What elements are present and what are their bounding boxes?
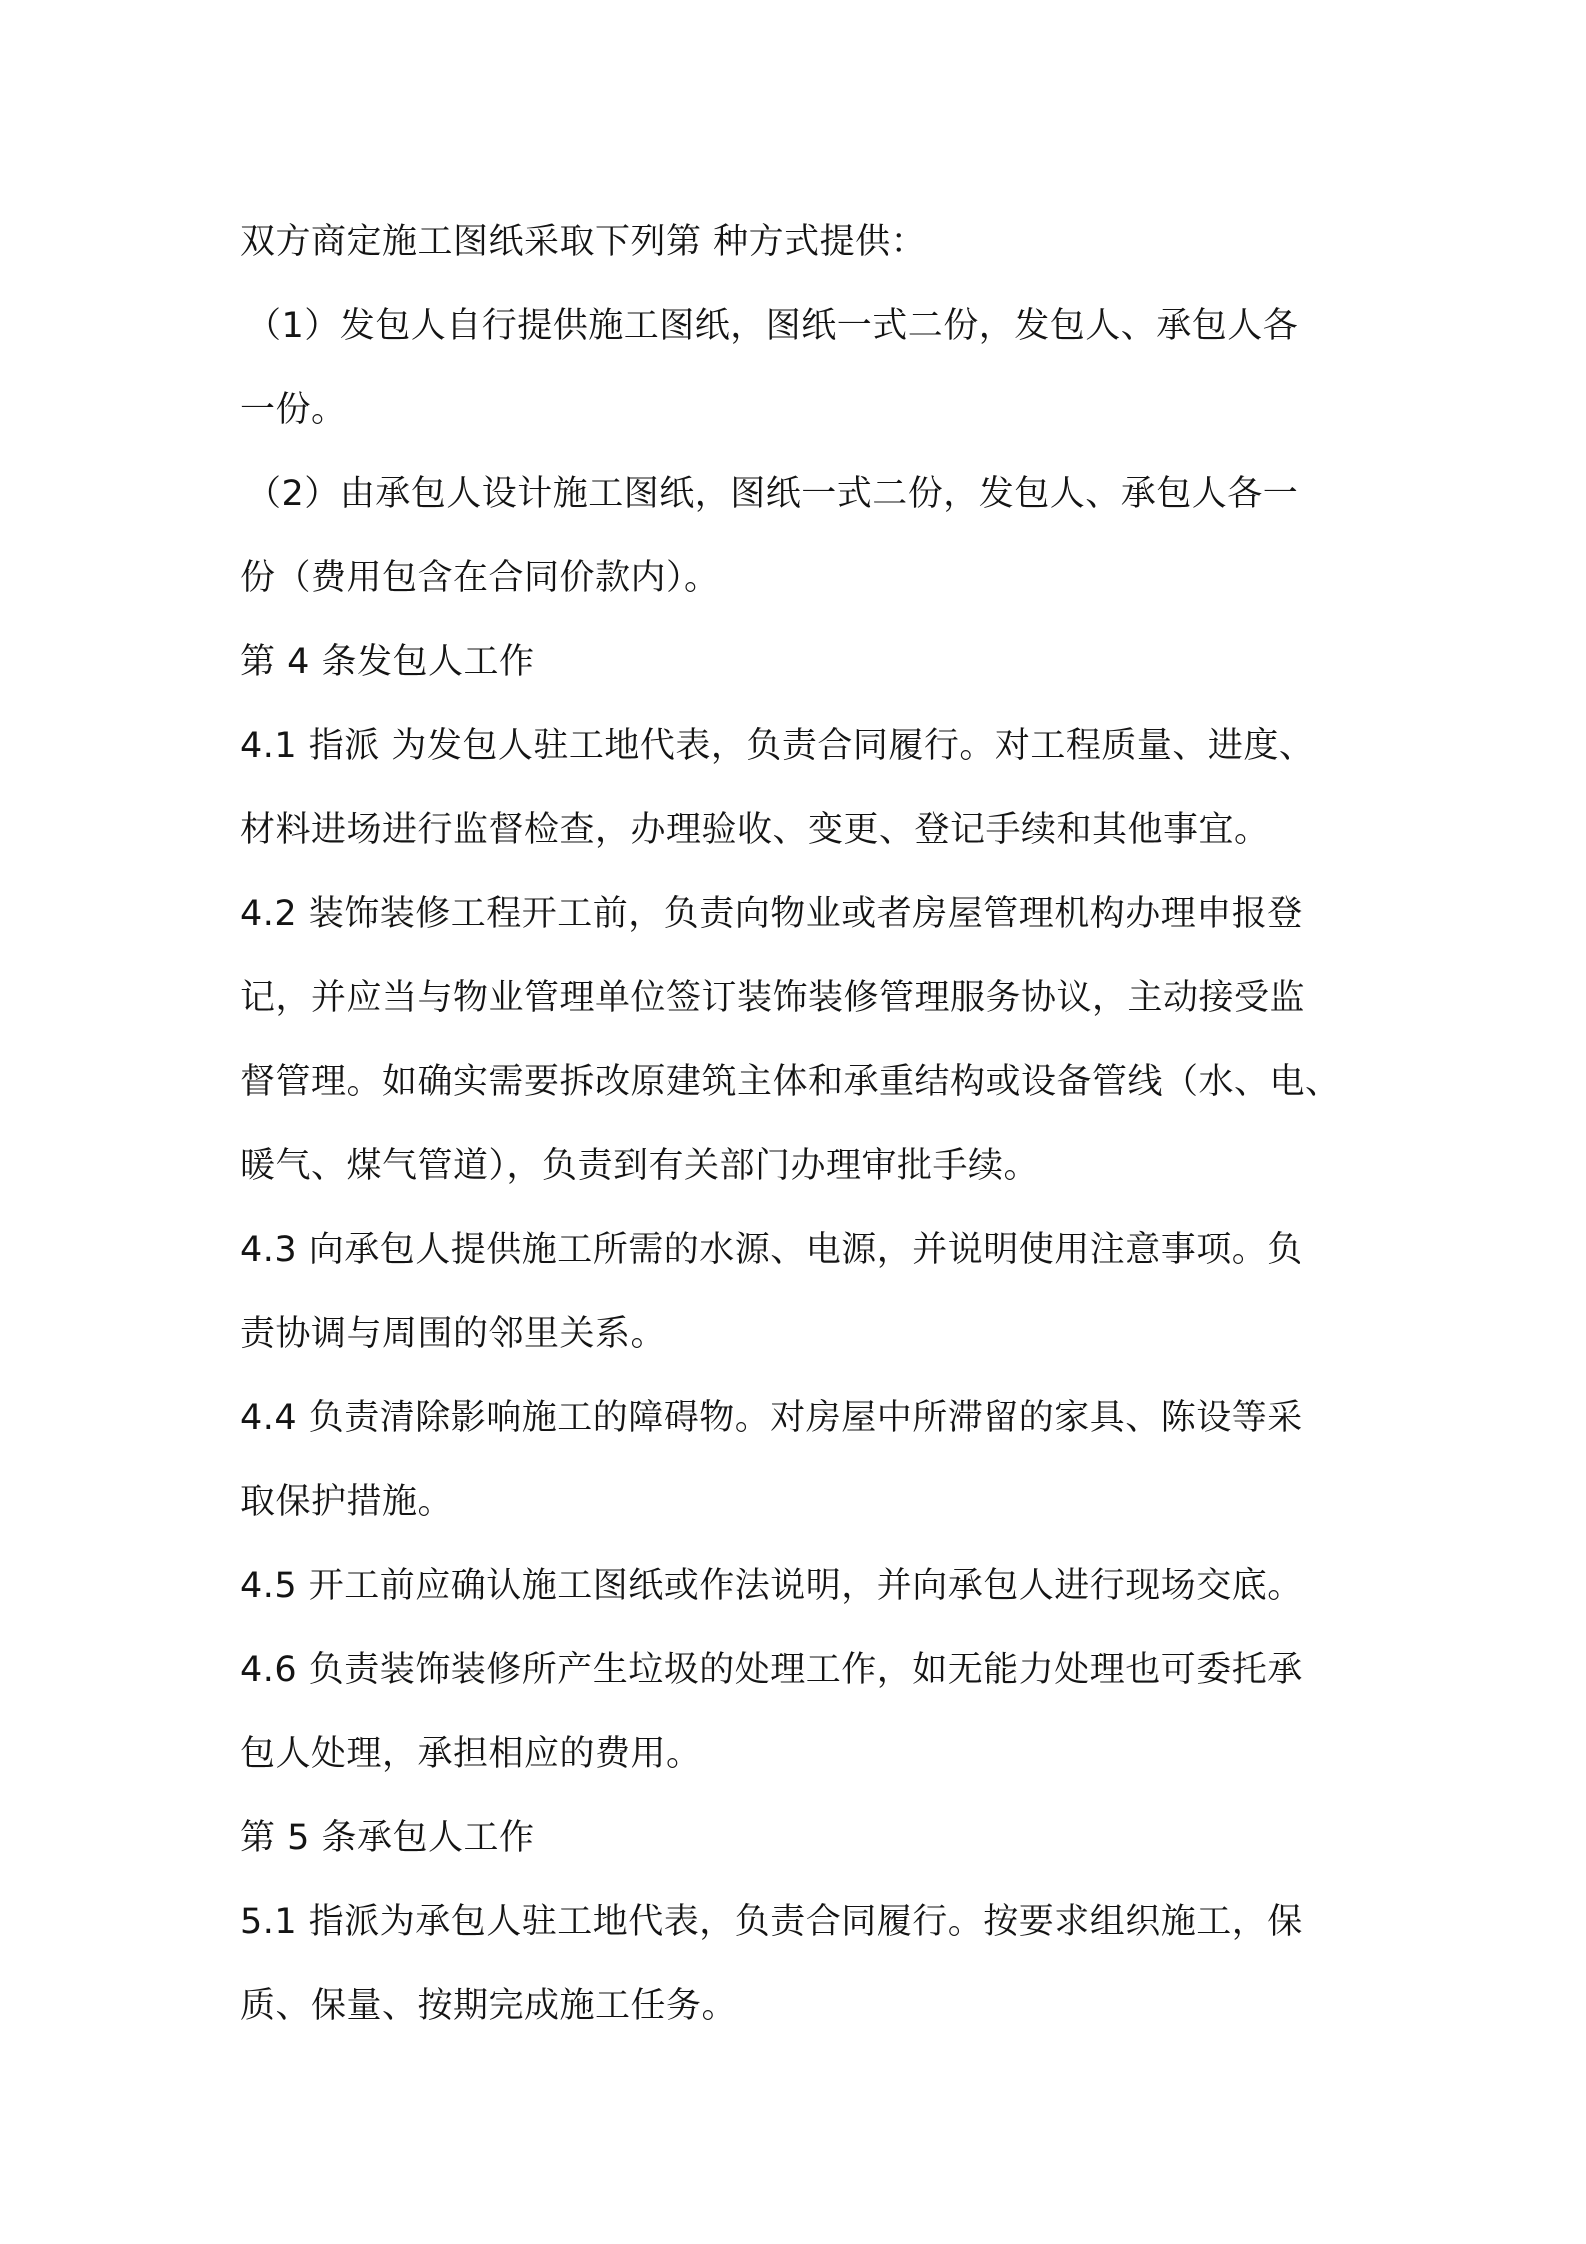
text-line-4-6: 4.6 负责装饰装修所产生垃圾的处理工作，如无能力处理也可委托承 xyxy=(240,1650,1303,1690)
text-line-4-4-cont: 取保护措施。 xyxy=(240,1482,454,1522)
text-line-4-6-cont: 包人处理，承担相应的费用。 xyxy=(240,1734,702,1774)
text-line-5-1-cont: 质、保量、按期完成施工任务。 xyxy=(240,1986,738,2026)
text-line-4-2-cont-1: 记，并应当与物业管理单位签订装饰装修管理服务协议，主动接受监 xyxy=(240,978,1306,1018)
text-line-5-1: 5.1 指派为承包人驻工地代表，负责合同履行。按要求组织施工，保 xyxy=(240,1902,1303,1942)
text-line-4-2-cont-3: 暖气、煤气管道），负责到有关部门办理审批手续。 xyxy=(240,1146,1040,1186)
text-line-4-1-cont: 材料进场进行监督检查，办理验收、变更、登记手续和其他事宜。 xyxy=(240,810,1270,850)
text-line-option-2-cont: 份（费用包含在合同价款内）。 xyxy=(240,558,720,598)
text-line-drawing-method: 双方商定施工图纸采取下列第 种方式提供： xyxy=(240,222,927,262)
text-line-4-2: 4.2 装饰装修工程开工前，负责向物业或者房屋管理机构办理申报登 xyxy=(240,894,1303,934)
text-line-4-1: 4.1 指派 为发包人驻工地代表，负责合同履行。对工程质量、进度、 xyxy=(240,726,1315,766)
section-heading-article-5: 第 5 条承包人工作 xyxy=(240,1818,535,1858)
text-line-4-2-cont-2: 督管理。如确实需要拆改原建筑主体和承重结构或设备管线（水、电、 xyxy=(240,1062,1341,1102)
text-line-option-1: （1）发包人自行提供施工图纸，图纸一式二份，发包人、承包人各 xyxy=(246,306,1299,346)
text-line-4-5: 4.5 开工前应确认施工图纸或作法说明，并向承包人进行现场交底。 xyxy=(240,1566,1303,1606)
text-line-4-3: 4.3 向承包人提供施工所需的水源、电源，并说明使用注意事项。负 xyxy=(240,1230,1303,1270)
document-body xyxy=(240,200,1360,2048)
section-heading-article-4: 第 4 条发包人工作 xyxy=(240,642,535,682)
text-line-4-4: 4.4 负责清除影响施工的障碍物。对房屋中所滞留的家具、陈设等采 xyxy=(240,1398,1303,1438)
text-line-option-2: （2）由承包人设计施工图纸，图纸一式二份，发包人、承包人各一 xyxy=(246,474,1299,514)
text-line-option-1-cont: 一份。 xyxy=(240,390,347,430)
text-line-4-3-cont: 责协调与周围的邻里关系。 xyxy=(240,1314,667,1354)
